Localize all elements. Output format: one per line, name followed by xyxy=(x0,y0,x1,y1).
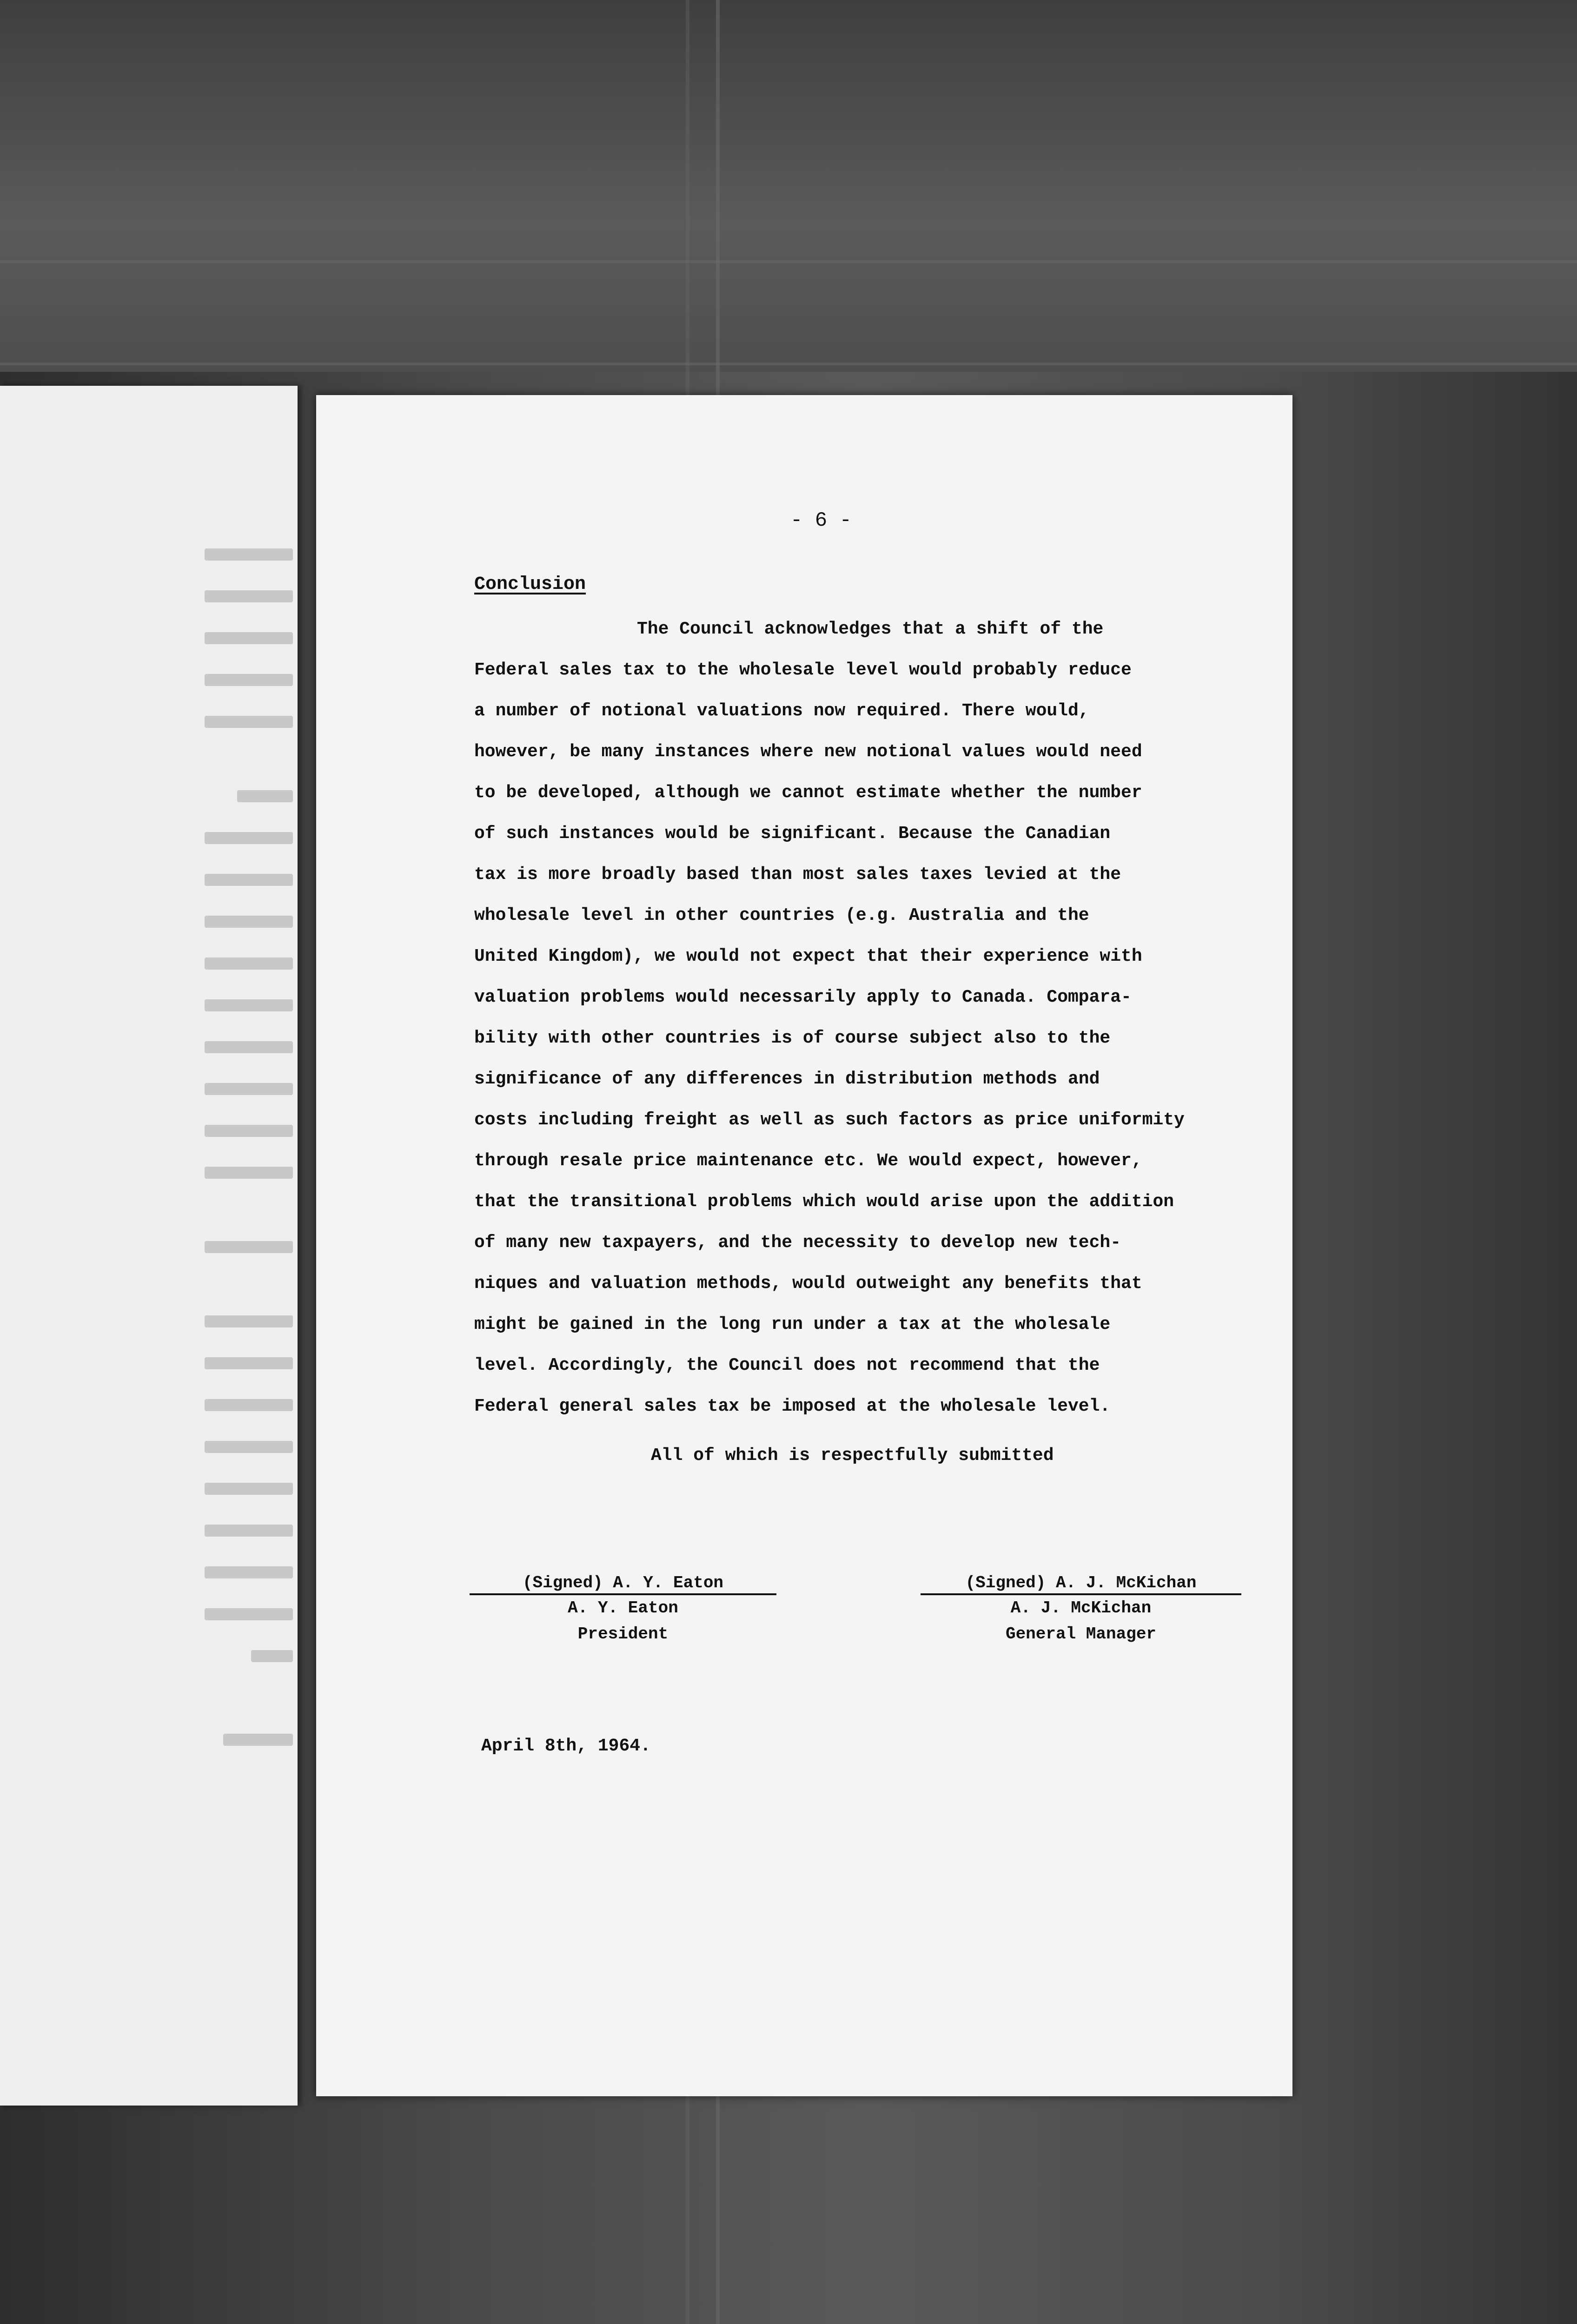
body-line: Federal sales tax to the wholesale level would probably reduce xyxy=(474,660,1132,680)
body-line: valuation problems would necessarily apply to Canada. Compara- xyxy=(474,987,1132,1007)
body-line: costs including freight as well as such factors as price uniformity xyxy=(474,1110,1185,1130)
body-line: of many new taxpayers, and the necessity to develop new tech- xyxy=(474,1233,1121,1253)
body-line: however, be many instances where new notional values would need xyxy=(474,742,1142,762)
body-line: United Kingdom), we would not expect that their experience with xyxy=(474,946,1142,966)
body-line: wholesale level in other countries (e.g. Australia and the xyxy=(474,905,1089,925)
body-line: might be gained in the long run under a tax at the wholesale xyxy=(474,1314,1111,1334)
body-paragraph xyxy=(474,609,1209,1427)
body-line: The Council acknowledges that a shift of the xyxy=(637,619,1104,639)
section-heading: Conclusion xyxy=(474,574,586,595)
document-page xyxy=(316,395,1292,2096)
signatory-name: A. J. McKichan xyxy=(1010,1598,1152,1618)
page-number: - 6 - xyxy=(790,509,852,532)
signature-line: (Signed) A. J. McKichan xyxy=(921,1573,1241,1595)
body-line: that the transitional problems which would arise upon the addition xyxy=(474,1192,1174,1212)
body-line: level. Accordingly, the Council does not recommend that the xyxy=(474,1355,1100,1375)
body-line: to be developed, although we cannot estimate whether the number xyxy=(474,783,1142,803)
body-line: bility with other countries is of course subject also to the xyxy=(474,1028,1111,1048)
signature-block-eaton xyxy=(470,1573,776,1647)
body-line: Federal general sales tax be imposed at the wholesale level. xyxy=(474,1396,1111,1416)
closing-line: All of which is respectfully submitted xyxy=(651,1446,1054,1466)
signatory-name: A. Y. Eaton xyxy=(568,1598,678,1618)
previous-page-edge xyxy=(0,386,298,2106)
body-line: a number of notional valuations now required. There would, xyxy=(474,701,1089,721)
fold-line xyxy=(0,260,1577,263)
body-line: significance of any differences in distribution methods and xyxy=(474,1069,1100,1089)
body-line: tax is more broadly based than most sales taxes levied at the xyxy=(474,865,1121,885)
mount-backing xyxy=(0,0,1577,372)
body-line: of such instances would be significant. Because the Canadian xyxy=(474,824,1111,844)
body-line: through resale price maintenance etc. We would expect, however, xyxy=(474,1151,1142,1171)
fold-line xyxy=(0,363,1577,365)
signature-block-mckichan xyxy=(921,1573,1241,1647)
signatory-title: President xyxy=(577,1624,669,1644)
body-line: niques and valuation methods, would outweight any benefits that xyxy=(474,1274,1142,1294)
document-date: April 8th, 1964. xyxy=(481,1736,651,1756)
signature-line: (Signed) A. Y. Eaton xyxy=(470,1573,776,1595)
signatory-title: General Manager xyxy=(1005,1624,1157,1644)
